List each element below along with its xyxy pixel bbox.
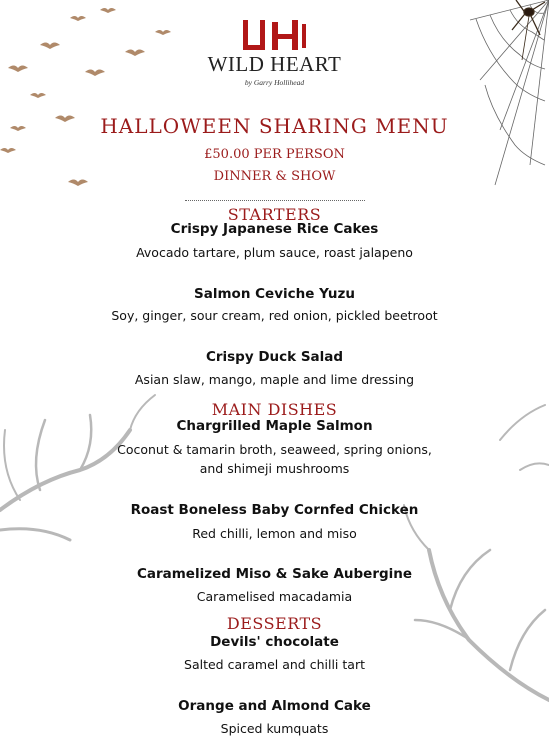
- dish-name: Crispy Japanese Rice Cakes: [170, 221, 379, 237]
- brand-name: WILD HEART: [207, 52, 342, 76]
- logo: [0, 20, 549, 52]
- dish-name: Salmon Ceviche Yuzu: [194, 286, 355, 302]
- dish-description: Coconut & tamarin broth, seaweed, spring onions,: [117, 442, 432, 457]
- dish-description: Red chilli, lemon and miso: [192, 526, 357, 541]
- dish-name: Orange and Almond Cake: [178, 698, 371, 714]
- dish-name: Devils' chocolate: [210, 634, 339, 650]
- dish-description-cont: and shimeji mushrooms: [199, 461, 350, 476]
- dish-name: Chargrilled Maple Salmon: [176, 418, 373, 434]
- dish-description: Caramelised macadamia: [196, 589, 353, 604]
- dish-name: Roast Boneless Baby Cornfed Chicken: [130, 502, 419, 518]
- dish-name: Crispy Duck Salad: [205, 349, 344, 365]
- dotted-divider: [185, 200, 365, 201]
- dish-name: Caramelized Miso & Sake Aubergine: [136, 566, 413, 582]
- dish-description: Spiced kumquats: [220, 721, 329, 736]
- menu-subtitle: DINNER & SHOW: [213, 169, 336, 184]
- menu-title: HALLOWEEN SHARING MENU: [100, 114, 449, 138]
- wild-heart-logo-icon: [239, 20, 311, 52]
- section-heading-starters: STARTERS: [227, 205, 322, 224]
- section-heading-mains: MAIN DISHES: [211, 400, 338, 419]
- dish-description: Asian slaw, mango, maple and lime dressing: [134, 372, 415, 387]
- dish-description: Avocado tartare, plum sauce, roast jalapeno: [136, 245, 413, 260]
- section-heading-desserts: DESSERTS: [226, 614, 323, 633]
- brand-byline: by Garry Hollihead: [244, 78, 305, 87]
- dish-description: Salted caramel and chilli tart: [184, 657, 365, 672]
- dish-description: Soy, ginger, sour cream, red onion, pickled beetroot: [111, 308, 438, 323]
- price-per-person: £50.00 PER PERSON: [204, 147, 345, 162]
